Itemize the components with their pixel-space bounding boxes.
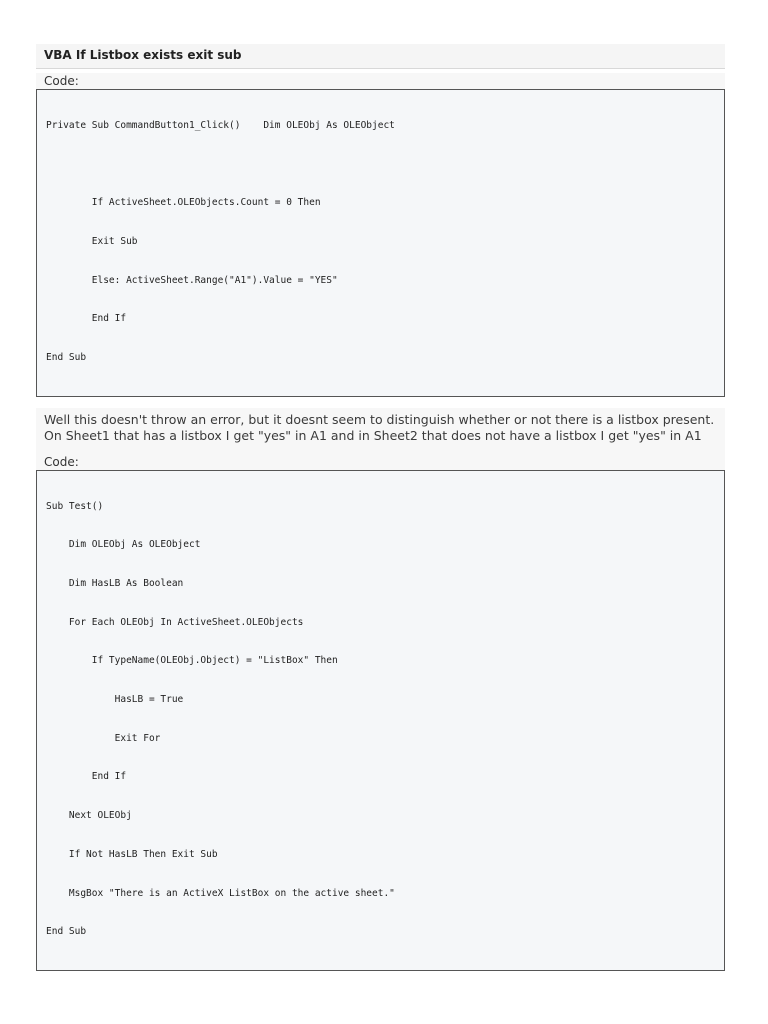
code-line: HasLB = True bbox=[46, 694, 184, 706]
code-line: Next OLEObj bbox=[46, 810, 132, 822]
code-line: End Sub bbox=[46, 352, 87, 364]
code-block-1[interactable] bbox=[36, 89, 725, 397]
code-line: End If bbox=[46, 313, 127, 325]
code-line: Private Sub CommandButton1_Click() Dim OLEObj As OLEObject bbox=[46, 119, 395, 131]
code-line: For Each OLEObj In ActiveSheet.OLEObjects bbox=[46, 616, 304, 628]
spacer bbox=[36, 397, 725, 408]
code-line: If TypeName(OLEObj.Object) = "ListBox" Then bbox=[46, 655, 338, 667]
code-line: If Not HasLB Then Exit Sub bbox=[46, 848, 218, 860]
code-line bbox=[46, 159, 715, 172]
forum-post bbox=[36, 44, 725, 971]
code-line: Dim OLEObj As OLEObject bbox=[46, 539, 201, 551]
code-line: End If bbox=[46, 771, 127, 783]
code-label: Code: bbox=[36, 73, 725, 89]
code-line: Sub Test() bbox=[46, 500, 104, 512]
code-label: Code: bbox=[36, 454, 725, 470]
code-line: End Sub bbox=[46, 926, 87, 938]
code-line: If ActiveSheet.OLEObjects.Count = 0 Then bbox=[46, 197, 321, 209]
code-line: Exit Sub bbox=[46, 235, 138, 247]
code-line: Dim HasLB As Boolean bbox=[46, 577, 184, 589]
code-line: MsgBox "There is an ActiveX ListBox on the active sheet." bbox=[46, 887, 395, 899]
code-line: Exit For bbox=[46, 732, 161, 744]
post-paragraph: Well this doesn't throw an error, but it doesnt seem to distinguish whether or not there is a listbox present. On Sheet1 that has a listbox I get "yes" in A1 and in Sheet2 that does not have a listbox I get "yes" in A1 bbox=[36, 408, 725, 450]
code-line: Else: ActiveSheet.Range("A1").Value = "YES" bbox=[46, 274, 338, 286]
code-block-2[interactable] bbox=[36, 470, 725, 971]
post-title: VBA If Listbox exists exit sub bbox=[36, 44, 725, 69]
